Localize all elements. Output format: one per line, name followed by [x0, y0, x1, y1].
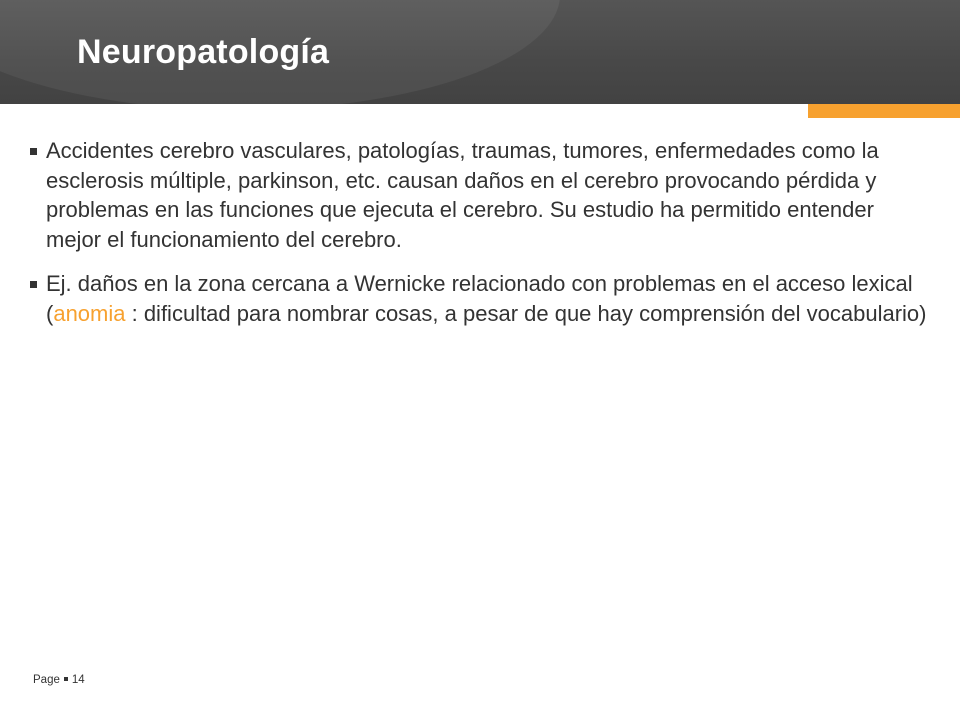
page-footer [33, 672, 85, 688]
bullet-text-before: Ej. daños en la zona cercana a Wernicke relacionado con problemas en el acceso lexical ( [46, 271, 913, 326]
accent-bar [808, 104, 960, 118]
page-number: 14 [71, 674, 85, 686]
highlighted-term: anomia [53, 300, 126, 326]
slide-body [30, 136, 930, 343]
bullet-item [30, 269, 930, 328]
title-header-band [0, 0, 960, 104]
square-bullet-icon [30, 281, 37, 288]
page-label: Page [33, 674, 60, 686]
square-bullet-icon [30, 148, 37, 155]
bullet-text: Accidentes cerebro vasculares, patologías, traumas, tumores, enfermedades como la esclerosis múltiple, parkinson, etc. causan daños en el cerebro provocando pérdida y problemas en las funciones que ejecuta el cerebro. Su estudio ha permitido entender mejor el funcionamiento del cerebro. [46, 138, 879, 252]
slide-title: Neuropatología [77, 33, 330, 71]
bullet-text-after: : dificultad para nombrar cosas, a pesar de que hay comprensión del vocabulario) [125, 300, 927, 326]
bullet-item [30, 136, 930, 254]
square-separator-icon [64, 677, 68, 681]
